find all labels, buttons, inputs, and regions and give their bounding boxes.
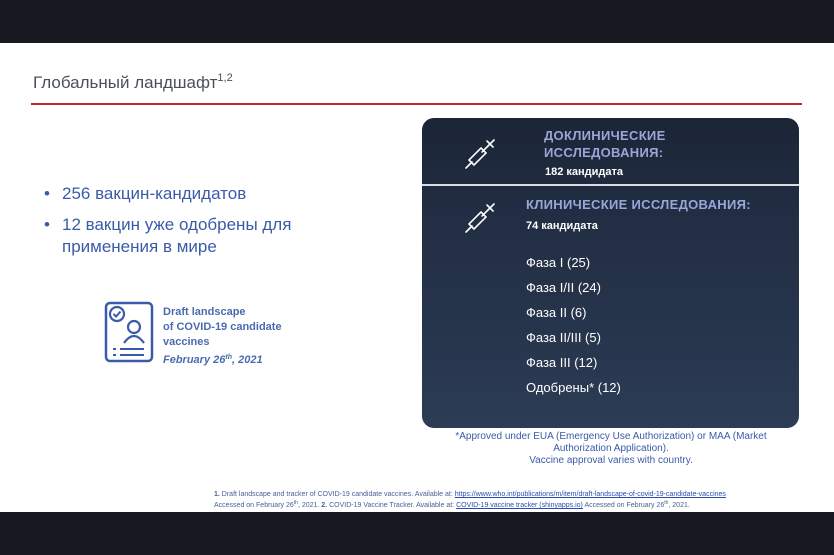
phase-item: Фаза I/II (24) — [526, 280, 601, 295]
preclinical-count: 182 кандидата — [545, 166, 624, 178]
phase-item: Фаза III (12) — [526, 355, 598, 370]
phase-item: Фаза II/III (5) — [526, 330, 601, 345]
vaccine-stages-panel — [422, 118, 799, 428]
slide-title: Глобальный ландшафт$^{1,2}$ — [33, 72, 233, 92]
top-letterbox — [0, 0, 834, 43]
title-divider — [31, 103, 802, 105]
references: 1. Draft landscape and tracker of COVID-19 candidate vaccines. Available at: https://www.who.int/publications/m/item/draft-landscape-of-covid-19-candidate-vaccines Accessed on February 26th, 2021. 2. COVID-19 Vaccine Tracker. Available at: COVID-19 vaccine tracker (shinyapps.io) Accessed on February 26th, 2021. — [214, 491, 726, 509]
clinical-count: 74 кандидата — [526, 220, 598, 232]
phase-item: Одобрены* (12) — [526, 380, 621, 395]
phase-item: Фаза I (25) — [526, 255, 591, 270]
preclinical-heading: ДОКЛИНИЧЕСКИЕ ИССЛЕДОВАНИЯ: — [544, 128, 666, 160]
bottom-letterbox — [0, 512, 834, 555]
bullet-list — [44, 183, 334, 267]
who-link[interactable]: https://www.who.int/publications/m/item/draft-landscape-of-covid-19-candidate-vaccines — [454, 491, 726, 498]
vaccine-tracker-link[interactable]: COVID-19 vaccine tracker (shinyapps.io) — [456, 502, 583, 509]
phase-list — [526, 250, 621, 400]
syringe-icon — [464, 200, 498, 234]
clinical-heading: КЛИНИЧЕСКИЕ ИССЛЕДОВАНИЯ: — [526, 197, 751, 212]
slide — [0, 43, 834, 512]
document-person-icon — [104, 301, 154, 363]
bullet-item: • 256 вакцин-кандидатов — [44, 183, 334, 205]
approval-footnote: *Approved under EUA (Emergency Use Authorization) or MAA (Market Authorization Application). Vaccine approval varies with country. — [455, 431, 767, 466]
bullet-item: • 12 вакцин уже одобрены для применения в мире — [44, 214, 334, 258]
draft-landscape-caption: Draft landscape of COVID-19 candidate vaccines February 26th, 2021 — [163, 306, 282, 366]
phase-item: Фаза II (6) — [526, 305, 587, 320]
syringe-icon — [464, 136, 498, 170]
panel-divider — [422, 184, 799, 186]
